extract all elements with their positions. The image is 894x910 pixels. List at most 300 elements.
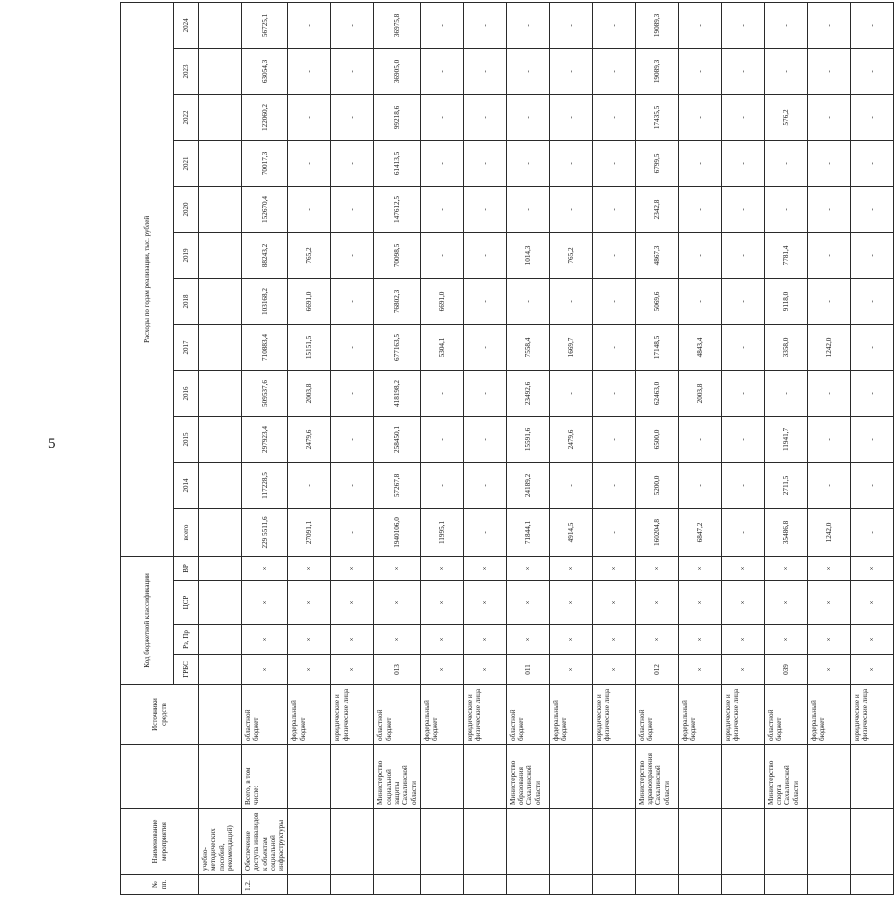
cell-name [331,809,374,875]
cell-year-value: - [420,48,463,94]
cell-year-value: 117228,5 [242,462,288,508]
cell-executor: Министерство социальной защиты Сахалинской области [374,745,420,809]
cell-num [331,875,374,895]
cell-rzpr: × [850,625,893,655]
table-row [678,2,721,894]
cell-year-value: - [549,94,592,140]
cell-year-value: 2003,8 [678,370,721,416]
cell-year-value: - [807,94,850,140]
cell-year-value: 76802,3 [374,278,420,324]
header-year: 2018 [174,278,199,324]
header-budget-code: Код бюджетной классификации [121,556,174,684]
cell-total: 4914,5 [549,508,592,556]
cell-vr: × [678,556,721,580]
cell-year-value: - [721,94,764,140]
cell-year-value: 2479,6 [549,416,592,462]
cell-num [549,875,592,895]
cell-year-value: - [420,140,463,186]
cell-total: 160204,8 [635,508,678,556]
cell-source: юридические и физические лица [331,685,374,745]
cell-year-value: - [463,278,506,324]
cell-year-value: 765,2 [549,232,592,278]
cell-year-value: - [807,48,850,94]
cell-grbs: × [807,655,850,685]
cell-executor [463,745,506,809]
cell-total: 27091,1 [288,508,331,556]
cell-year-value: - [549,278,592,324]
cell-year-value: - [506,48,549,94]
cell-executor: Всего, в том числе: [242,745,288,809]
cell-total: 6847,2 [678,508,721,556]
cell-source: областной бюджет [242,685,288,745]
cell-year-value: - [592,94,635,140]
cell-year-value: 15151,5 [288,324,331,370]
cell-csr: × [374,581,420,625]
cell-year-value: 765,2 [288,232,331,278]
cell-year-value: - [807,232,850,278]
expenses-table [120,2,894,895]
cell-grbs: × [678,655,721,685]
cell-year-value: 23492,6 [506,370,549,416]
cell-year-value: - [288,140,331,186]
cell-year-value: - [592,278,635,324]
cell-source: федеральный бюджет [549,685,592,745]
cell-name [721,809,764,875]
cell-year-value: 103168,2 [242,278,288,324]
cell-year-value: - [549,48,592,94]
cell-rzpr: × [721,625,764,655]
cell-num [850,875,893,895]
cell-rzpr: × [463,625,506,655]
cell-csr: × [764,581,807,625]
cell-year-value: - [288,462,331,508]
cell-num: 1.2. [242,875,288,895]
page-number: 5 [48,436,56,452]
table-row [549,2,592,894]
cell-year-value: 7558,4 [506,324,549,370]
cell-total: 11995,1 [420,508,463,556]
cell-source: юридические и физические лица [721,685,764,745]
header-year: 2016 [174,370,199,416]
header-year: 2022 [174,94,199,140]
cell-year-value: 2479,6 [288,416,331,462]
cell-source: юридические и физические лица [592,685,635,745]
cell-executor [592,745,635,809]
cell-vr: × [635,556,678,580]
cell-year-value: - [764,48,807,94]
cell-year-value: - [592,2,635,48]
cell-grbs: 011 [506,655,549,685]
cell-year-value: 99218,6 [374,94,420,140]
cell-year-value: - [678,48,721,94]
cell-name [420,809,463,875]
cell-year-value: - [420,462,463,508]
cell-vr: × [506,556,549,580]
cell-num [807,875,850,895]
table-row [721,2,764,894]
cell-vr: × [374,556,420,580]
cell-year-value: - [506,140,549,186]
cell-rzpr: × [331,625,374,655]
cell-year-value: 17148,5 [635,324,678,370]
header-num: № пп. [121,875,199,895]
cell-rzpr: × [506,625,549,655]
cell-rzpr: × [635,625,678,655]
cell-year-value: - [678,278,721,324]
cell-year-value: 6799,5 [635,140,678,186]
cell-year-value: - [807,370,850,416]
cell-year-value: - [288,94,331,140]
cell-total: - [592,508,635,556]
cell-year-value: - [807,2,850,48]
cell-year-value: - [463,370,506,416]
cell-num [463,875,506,895]
cell-source: областной бюджет [764,685,807,745]
cell-source: федеральный бюджет [678,685,721,745]
table-row [420,2,463,894]
cell-source: областной бюджет [374,685,420,745]
cell-num [506,875,549,895]
cell-grbs: × [420,655,463,685]
cell-year-value: - [721,140,764,186]
cell-year-value: 418198,2 [374,370,420,416]
cell-year-value: - [506,94,549,140]
cell-year-value: - [331,94,374,140]
cell-csr: × [420,581,463,625]
cell-year-value: - [721,186,764,232]
cell-rzpr: × [420,625,463,655]
cell-year-value: 2342,8 [635,186,678,232]
cell-source: федеральный бюджет [807,685,850,745]
cell-year-value: - [592,462,635,508]
rotated-table-container [120,13,876,895]
cell-year-value: - [807,140,850,186]
cell-total: 1242,0 [807,508,850,556]
cell-year-value: - [420,186,463,232]
header-grbs: ГРБС [174,655,199,685]
cell-year-value: 3358,0 [764,324,807,370]
cell-rzpr: × [549,625,592,655]
cell-year-value: - [288,186,331,232]
cell-total: 71844,1 [506,508,549,556]
cell-year-value: - [331,416,374,462]
cell-vr: × [807,556,850,580]
header-executor [121,745,199,809]
cell-year-value: - [592,370,635,416]
cell-rzpr: × [374,625,420,655]
cell-year-value: - [850,462,893,508]
table-row [374,2,420,894]
header-total: всего [174,508,199,556]
cell-year-value: 4843,4 [678,324,721,370]
cell-csr: × [506,581,549,625]
cell-year-value: - [463,186,506,232]
cell-year-value: - [331,186,374,232]
table-row [850,2,893,894]
cell-source: юридические и физические лица [850,685,893,745]
cell-vr: × [850,556,893,580]
cell-total: 229 5511,6 [242,508,288,556]
cell-year-value: 258450,1 [374,416,420,462]
cell-grbs: × [331,655,374,685]
cell-executor: Министерство здравоохранения Сахалинской области [635,745,678,809]
cell-name [850,809,893,875]
cell-csr: × [242,581,288,625]
header-year: 2019 [174,232,199,278]
cell-year-value: - [463,140,506,186]
cell-year-value: - [549,186,592,232]
cell-csr: × [592,581,635,625]
cell-year-value: - [420,370,463,416]
cell-year-value: - [850,186,893,232]
cell-name [635,809,678,875]
cell-executor [288,745,331,809]
cell-year-value: - [592,186,635,232]
header-year: 2020 [174,186,199,232]
cell-year-value: - [288,2,331,48]
cell-year-value: - [678,186,721,232]
header-year: 2021 [174,140,199,186]
cell-rzpr: × [764,625,807,655]
cell-year-value: - [807,416,850,462]
cell-year-value: - [331,324,374,370]
cell-year-value: - [764,186,807,232]
cell-year-value: - [764,140,807,186]
cell-year-value: 6691,0 [420,278,463,324]
cell-total: - [721,508,764,556]
cell-year-value: 61413,5 [374,140,420,186]
cell-year-value: 152670,4 [242,186,288,232]
cell-year-value: 56725,1 [242,2,288,48]
cell-grbs: 012 [635,655,678,685]
cell-executor: Министерство образования Сахалинской области [506,745,549,809]
header-source: Источники средств [121,685,199,745]
cell-year-value: - [463,416,506,462]
cell-executor [807,745,850,809]
cell-name [374,809,420,875]
cell-year-value: - [592,324,635,370]
cell-year-value: - [721,416,764,462]
cell-year-value: - [850,232,893,278]
cell-year-value: - [331,2,374,48]
cell-executor [850,745,893,809]
cell-year-value: - [764,370,807,416]
cell-year-value: 6691,0 [288,278,331,324]
cell-year-value: - [721,324,764,370]
cell-executor [331,745,374,809]
cell-year-value: - [721,2,764,48]
table-row [288,2,331,894]
cell-year-value: - [331,278,374,324]
cell-year-value: 6500,0 [635,416,678,462]
cell-year-value: - [288,48,331,94]
cell-year-value: 57267,8 [374,462,420,508]
cell-year-value: - [420,94,463,140]
cell-year-value: - [850,278,893,324]
cell-year-value: 63054,3 [242,48,288,94]
cell-year-value: 1669,7 [549,324,592,370]
cell-total: 35486,8 [764,508,807,556]
cell-source: федеральный бюджет [420,685,463,745]
cell-year-value: - [463,462,506,508]
cell-grbs: × [592,655,635,685]
cell-year-value: - [678,140,721,186]
header-year: 2014 [174,462,199,508]
cell-year-value: 576,2 [764,94,807,140]
cell-year-value: - [850,324,893,370]
cell-year-value: - [331,232,374,278]
cell-year-value: - [592,48,635,94]
cell-csr: × [721,581,764,625]
cell-source: областной бюджет [506,685,549,745]
cell-year-value: - [463,2,506,48]
cell-year-value: - [463,94,506,140]
table-row [242,2,288,894]
cell-num [764,875,807,895]
table-row [635,2,678,894]
cell-year-value: - [463,324,506,370]
cell-year-value: - [549,370,592,416]
cell-executor [721,745,764,809]
cell-year-value: - [463,232,506,278]
cell-csr: × [463,581,506,625]
cell-source: федеральный бюджет [288,685,331,745]
cell-year-value: - [850,48,893,94]
cell-vr: × [721,556,764,580]
cell-year-value: - [592,232,635,278]
continuation-row [199,2,242,894]
table-row [463,2,506,894]
cell-year-value: 11941,7 [764,416,807,462]
cell-vr: × [242,556,288,580]
table-row [592,2,635,894]
cell-num [420,875,463,895]
cell-csr: × [549,581,592,625]
cell-year-value: - [549,140,592,186]
cell-name [764,809,807,875]
cell-name [549,809,592,875]
cell-name [592,809,635,875]
cell-year-value: - [331,370,374,416]
cell-year-value: 36905,0 [374,48,420,94]
cell-year-value: - [850,370,893,416]
cell-num [288,875,331,895]
cell-num [678,875,721,895]
cell-year-value: - [420,2,463,48]
cell-year-value: 17435,5 [635,94,678,140]
cell-year-value: 2003,8 [288,370,331,416]
cell-year-value: - [721,232,764,278]
cell-name [463,809,506,875]
cell-executor [678,745,721,809]
cell-num [635,875,678,895]
cell-executor: Министерство спорта Сахалинской области [764,745,807,809]
cell-year-value: - [850,140,893,186]
cell-year-value: - [721,278,764,324]
cell-year-value: 15591,6 [506,416,549,462]
cell-year-value: - [678,462,721,508]
header-year: 2017 [174,324,199,370]
cell-year-value: - [678,2,721,48]
cell-total: - [463,508,506,556]
cell-grbs: × [549,655,592,685]
cell-year-value: - [506,186,549,232]
header-year: 2024 [174,2,199,48]
cell-year-value: - [678,416,721,462]
cell-year-value: - [420,416,463,462]
cell-name [506,809,549,875]
cell-executor [420,745,463,809]
table-row [807,2,850,894]
cell-grbs: × [721,655,764,685]
cell-csr: × [807,581,850,625]
cell-year-value: 19089,3 [635,2,678,48]
cell-vr: × [420,556,463,580]
header-rzpr: Рз, Пр [174,625,199,655]
cell-year-value: - [807,462,850,508]
cell-year-value: 2711,5 [764,462,807,508]
cell-num [592,875,635,895]
cell-year-value: 147612,5 [374,186,420,232]
cell-name [288,809,331,875]
header-expenses: Расходы по годам реализации, тыс. рублей [121,2,174,556]
cell-csr: × [288,581,331,625]
cell-year-value: 70017,3 [242,140,288,186]
cell-csr: × [850,581,893,625]
cell-year-value: - [807,186,850,232]
cell-year-value: - [592,416,635,462]
cell-year-value: - [807,278,850,324]
cell-num [374,875,420,895]
cell-grbs: × [242,655,288,685]
cell-rzpr: × [678,625,721,655]
cell-year-value: 24189,2 [506,462,549,508]
cell-year-value: 5200,0 [635,462,678,508]
cell-year-value: 1014,3 [506,232,549,278]
cell-year-value: - [331,48,374,94]
cell-year-value: - [331,140,374,186]
cell-year-value: - [463,48,506,94]
cell-grbs: × [850,655,893,685]
header-name: Наименование мероприятия [121,809,199,875]
cell-year-value: 5069,6 [635,278,678,324]
header-year: 2015 [174,416,199,462]
cell-year-value: - [850,94,893,140]
cell-vr: × [549,556,592,580]
cell-year-value: 7781,4 [764,232,807,278]
cell-total: 1940106,0 [374,508,420,556]
cell-year-value: - [592,140,635,186]
header-year: 2023 [174,48,199,94]
cell-year-value: - [506,278,549,324]
cell-year-value: - [850,2,893,48]
cell-year-value: 19089,3 [635,48,678,94]
cell-year-value: - [721,462,764,508]
cell-name: Обеспечение доступа инвалидов к объектам социальной инфраструктуры [242,809,288,875]
cell-rzpr: × [807,625,850,655]
cell-year-value: - [549,462,592,508]
cell-year-value: - [764,2,807,48]
cell-csr: × [331,581,374,625]
cell-vr: × [288,556,331,580]
cell-rzpr: × [288,625,331,655]
cell-grbs: 039 [764,655,807,685]
cell-year-value: 677163,5 [374,324,420,370]
cell-year-value: 297923,4 [242,416,288,462]
cell-vr: × [463,556,506,580]
header-csr: ЦСР [174,581,199,625]
cell-year-value: 9118,0 [764,278,807,324]
